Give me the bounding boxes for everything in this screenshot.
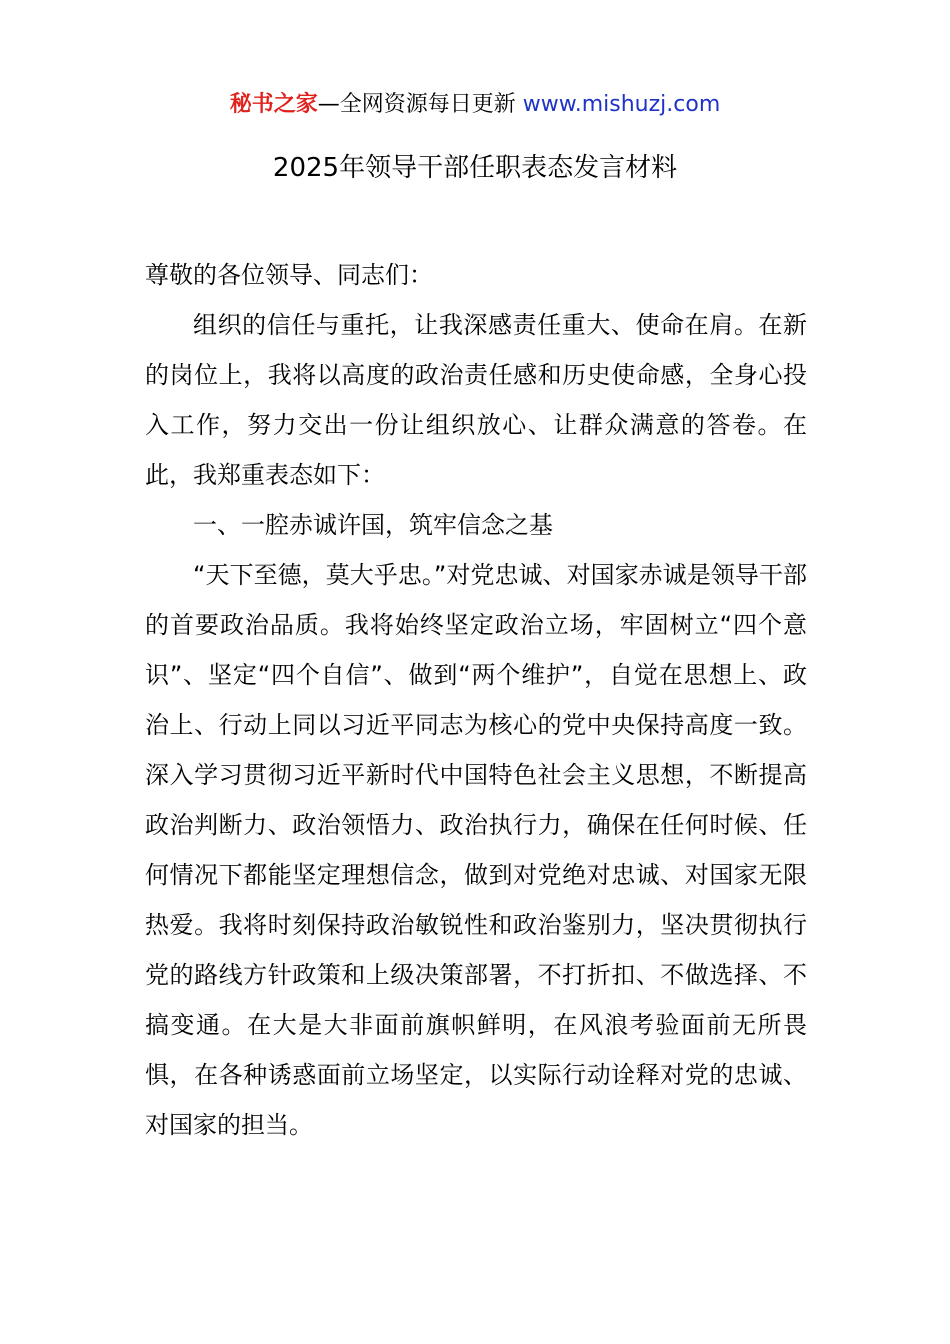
section-paragraph: “天下至德，莫大乎忠。”对党忠诚、对国家赤诚是领导干部的首要政治品质。我将始终坚定政治立场，牢固树立“四个意识”、坚定“四个自信”、做到“两个维护”，自觉在思想上、政治上、行动上同以习近平同志为核心的党中央保持高度一致。深入学习贯彻习近平新时代中国特色社会主义思想，不断提高政治判断力、政治领悟力、政治执行力，确保在任何时候、任何情况下都能坚定理想信念，做到对党绝对忠诚、对国家无限热爱。我将时刻保持政治敏锐性和政治鉴别力，坚决贯彻执行党的路线方针政策和上级决策部署，不打折扣、不做选择、不搞变通。在大是大非面前旗帜鲜明，在风浪考验面前无所畏惧，在各种诱惑面前立场坚定，以实际行动诠释对党的忠诚、对国家的担当。	[145, 561, 807, 1139]
site-header	[0, 88, 950, 122]
intro-paragraph: 组织的信任与重托，让我深感责任重大、使命在肩。在新的岗位上，我将以高度的政治责任感和历史使命感，全身心投入工作，努力交出一份让组织放心、让群众满意的答卷。在此，我郑重表态如下：	[145, 311, 807, 489]
site-url-link[interactable]: www.mishuzj.com	[522, 92, 721, 117]
header-tagline: —全网资源每日更新	[317, 92, 516, 117]
brand-name: 秘书之家	[229, 92, 318, 117]
document-title: 2025年领导干部任职表态发言材料	[272, 153, 678, 183]
document-body	[145, 250, 807, 1150]
section-heading: 一、一腔赤诚许国，筑牢信念之基	[193, 511, 553, 539]
salutation: 尊敬的各位领导、同志们：	[145, 261, 433, 289]
